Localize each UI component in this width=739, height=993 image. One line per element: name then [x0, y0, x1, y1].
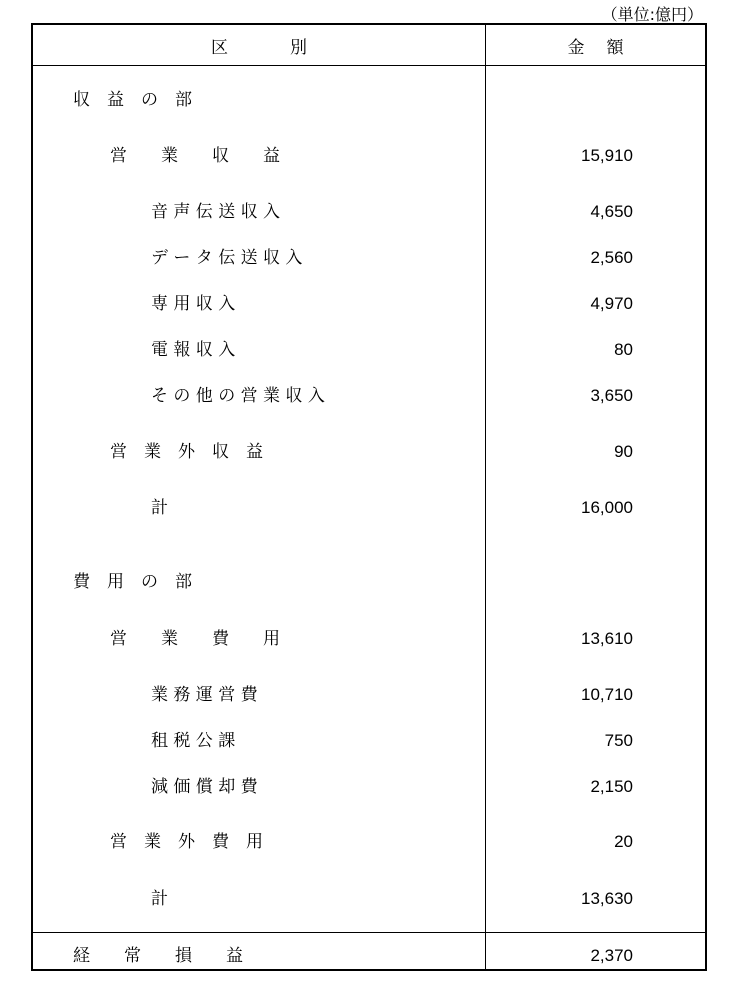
header-amount-char-1: 金: [567, 38, 585, 58]
row-label: 計: [151, 889, 168, 909]
header-category-char-1: 区: [211, 38, 228, 58]
table-row: [33, 495, 705, 521]
header-divider: [33, 65, 705, 66]
row-label: 収 益 の 部: [73, 90, 192, 110]
table-row: [33, 569, 705, 595]
row-amount: 16,000: [581, 498, 633, 517]
row-amount: 2,370: [590, 946, 633, 965]
header-amount-char-2: 額: [606, 38, 624, 58]
unit-note: （単位:億円）: [601, 5, 703, 24]
header-category-char-2: 別: [290, 38, 307, 58]
table-row: [33, 383, 705, 409]
table-row: [33, 199, 705, 225]
row-label: 経 常 損 益: [73, 946, 243, 966]
row-label: 計: [151, 498, 168, 518]
row-label: 営 業 費 用: [110, 629, 280, 649]
table-row: [33, 291, 705, 317]
row-label: 営 業 外 費 用: [110, 832, 263, 852]
row-amount: 2,150: [590, 777, 633, 796]
header-amount: [486, 25, 705, 66]
row-amount: 4,970: [590, 294, 633, 313]
row-label: 営 業 外 収 益: [110, 442, 263, 462]
table-row: [33, 245, 705, 271]
row-label: 費 用 の 部: [73, 572, 192, 592]
table-row: [33, 337, 705, 363]
row-amount: 80: [614, 340, 633, 359]
table-row: [33, 439, 705, 465]
table-row: [33, 886, 705, 912]
row-label: 減 価 償 却 費: [151, 777, 258, 797]
row-amount: 13,630: [581, 889, 633, 908]
table-row: [33, 143, 705, 169]
header-category: [33, 25, 485, 66]
row-label: 音 声 伝 送 収 入: [151, 202, 281, 222]
total-divider: [33, 932, 705, 933]
table-row: [33, 728, 705, 754]
row-label: 電 報 収 入: [151, 340, 236, 360]
table-row: [33, 829, 705, 855]
table-row: [33, 87, 705, 113]
row-label: 専 用 収 入: [151, 294, 236, 314]
table-row-ordinary-income: [33, 943, 705, 969]
row-amount: 20: [614, 832, 633, 851]
row-amount: 13,610: [581, 629, 633, 648]
table-row: [33, 626, 705, 652]
row-amount: 750: [604, 731, 633, 750]
row-amount: 15,910: [581, 146, 633, 165]
row-label: 業 務 運 営 費: [151, 685, 258, 705]
income-statement-table: [31, 23, 707, 971]
row-amount: 90: [614, 442, 633, 461]
row-label: そ の 他 の 営 業 収 入: [151, 386, 325, 406]
row-label: デ ー タ 伝 送 収 入: [151, 248, 303, 268]
row-amount: 4,650: [590, 202, 633, 221]
row-amount: 2,560: [590, 248, 633, 267]
row-amount: 3,650: [590, 386, 633, 405]
row-amount: 10,710: [581, 685, 633, 704]
table-row: [33, 682, 705, 708]
row-label: 租 税 公 課: [151, 731, 236, 751]
row-label: 営 業 収 益: [110, 146, 280, 166]
table-row: [33, 774, 705, 800]
